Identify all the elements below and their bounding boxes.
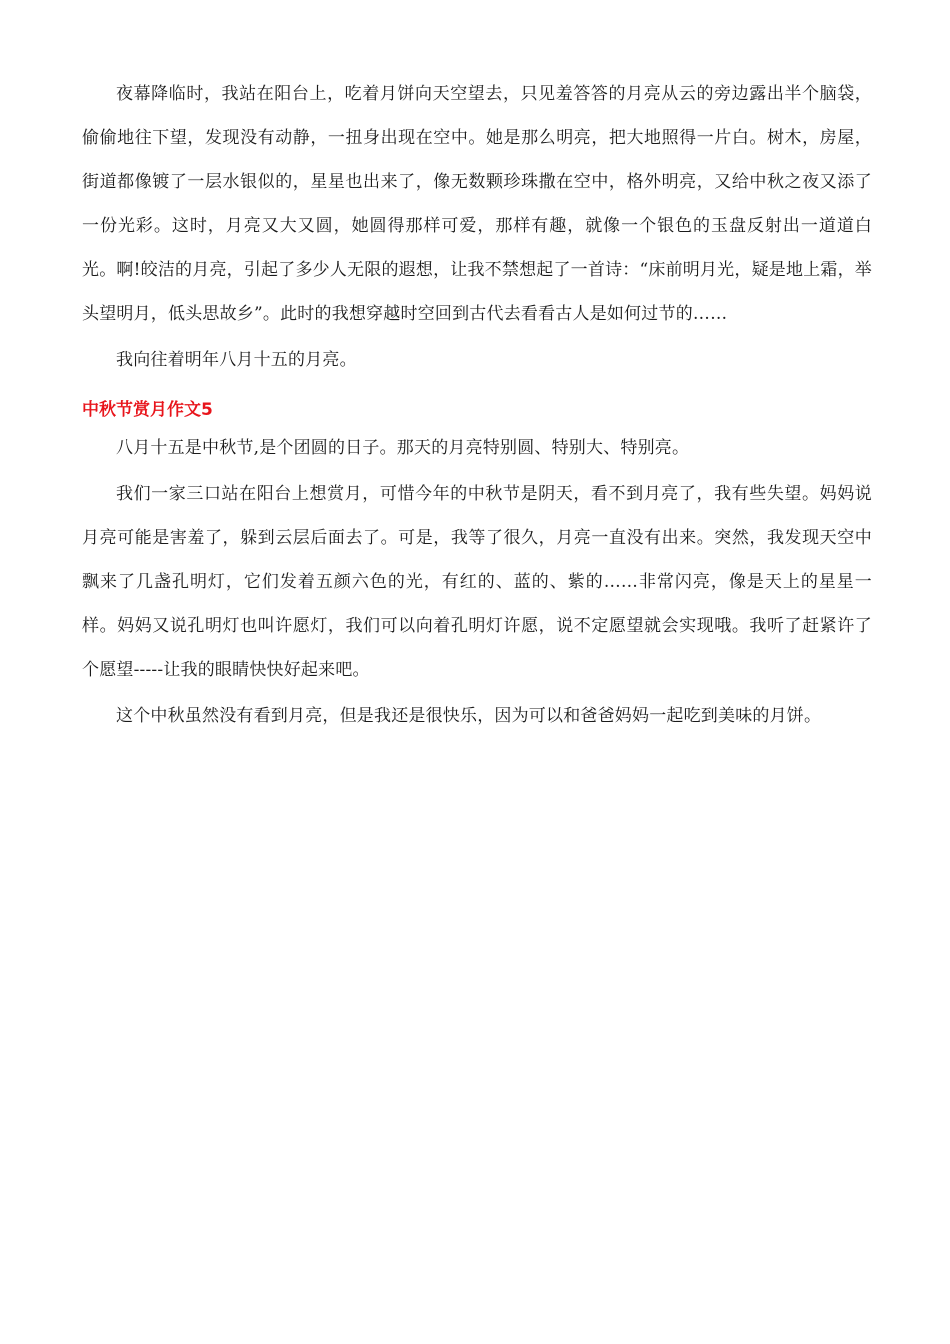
paragraph-longing: 我向往着明年八月十五的月亮。 — [116, 350, 357, 370]
section-title: 中秋节赏月作文5 — [82, 400, 213, 420]
paragraph-conclusion: 这个中秋虽然没有看到月亮，但是我还是很快乐，因为可以和爸爸妈妈一起吃到美味的月饼。 — [116, 706, 822, 726]
document-page — [82, 72, 872, 738]
paragraph-mid-autumn-intro: 八月十五是中秋节,是个团圆的日子。那天的月亮特别圆、特别大、特别亮。 — [116, 438, 690, 458]
paragraph-night-moon: 夜幕降临时，我站在阳台上，吃着月饼向天空望去，只见羞答答的月亮从云的旁边露出半个脑袋，偷偷地往下望，发现没有动静，一扭身出现在空中。她是那么明亮，把大地照得一片白。树木，房屋，街道都像镀了一层水银似的，星星也出来了，像无数颗珍珠撒在空中，格外明亮，又给中秋之夜又添了一份光彩。这时，月亮又大又圆，她圆得那样可爱，那样有趣，就像一个银色的玉盘反射出一道道白光。啊!皎洁的月亮，引起了多少人无限的遐想，让我不禁想起了一首诗：“床前明月光，疑是地上霜，举头望明月，低头思故乡”。此时的我想穿越时空回到古代去看看古人是如何过节的…… — [82, 84, 872, 324]
paragraph-family-balcony: 我们一家三口站在阳台上想赏月，可惜今年的中秋节是阴天，看不到月亮了，我有些失望。妈妈说月亮可能是害羞了，躲到云层后面去了。可是，我等了很久，月亮一直没有出来。突然，我发现天空中飘来了几盏孔明灯，它们发着五颜六色的光，有红的、蓝的、紫的……非常闪亮，像是天上的星星一样。妈妈又说孔明灯也叫许愿灯，我们可以向着孔明灯许愿，说不定愿望就会实现哦。我听了赶紧许了个愿望-----让我的眼睛快快好起来吧。 — [82, 484, 872, 680]
